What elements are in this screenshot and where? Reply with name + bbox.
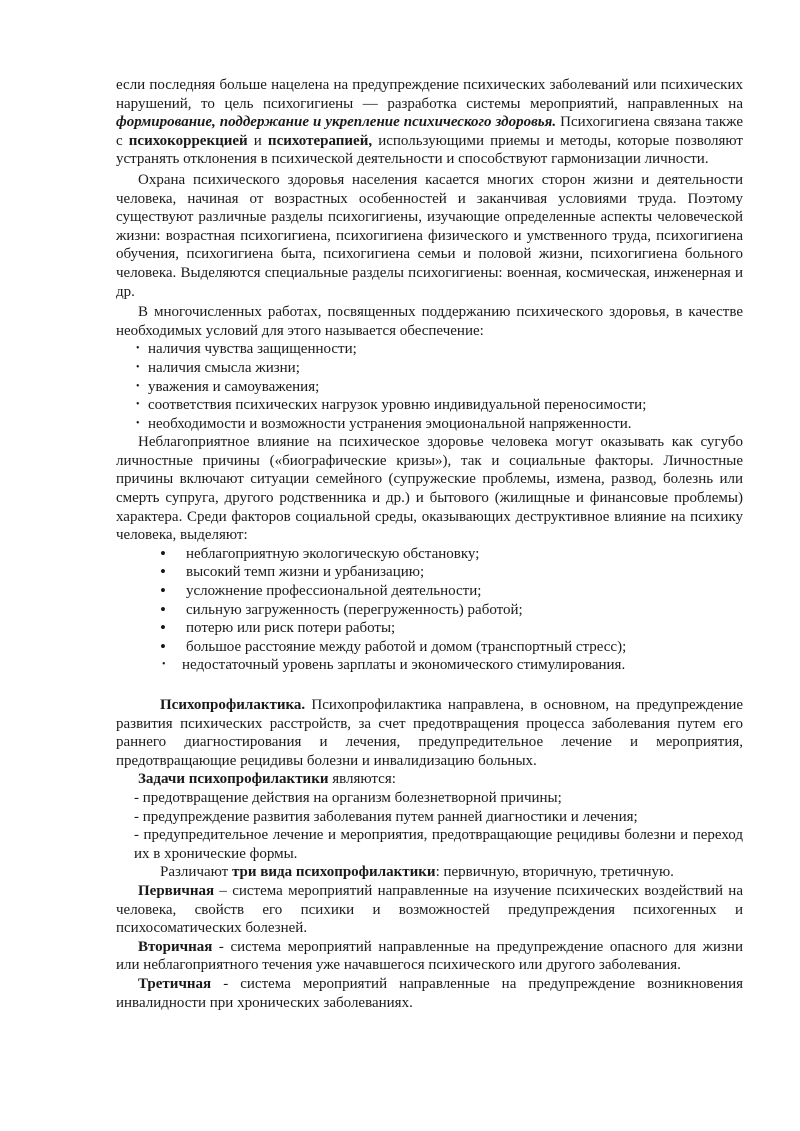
list-item: - предупреждение развития заболевания путем ранней диагностики и лечения; [134, 808, 638, 825]
list-item: • неблагоприятную экологическую обстановку; [116, 545, 743, 564]
list-item: • высокий темп жизни и урбанизацию; [116, 563, 743, 582]
paragraph-psychoprophylaxis: Психопрофилактика. Психопрофилактика направлена, в основном, на предупреждение развития психических расстройств, за счет предотвращения процесса заболевания путем его раннего диагностирования и лечения, предупредительное лечение и мероприятия, предотвращающие рецидивы болезни и инвалидизацию больных. [116, 697, 743, 769]
list-item: - предупредительное лечение и мероприятия, предотвращающие рецидивы болезни и переход их в хронические формы. [134, 827, 743, 862]
list-item: • уважения и самоуважения; [116, 378, 743, 397]
tasks-list [116, 789, 743, 863]
term-tertiary: Третичная [138, 975, 212, 992]
list-item: • наличия смысла жизни; [116, 359, 743, 378]
list-item: • соответствия психических нагрузок уровню индивидуальной переносимости; [116, 396, 743, 415]
paragraph-secondary: Вторичная - система мероприятий направленные на предупреждение опасного для жизни или неблагоприятного течения уже начавшегося психического или другого заболевания. [116, 938, 743, 974]
paragraph-psychohygiene-goal: если последняя больше нацелена на предупреждение психических заболеваний или психических нарушений, то цель психогигиены — разработка системы мероприятий, направленных на формирование, поддержание и укрепление психического здоровья. Психогигиена связана также с психокоррекцией и психотерапией, использующими приемы и методы, которые позволяют устранять отклонения в психической деятельности и способствуют гармонизации личности. [116, 77, 743, 168]
term-psychotherapy: психотерапией, [267, 132, 373, 149]
list-item: • потерю или риск потери работы; [116, 619, 743, 638]
conditions-list [116, 340, 743, 433]
list-item: • сильную загруженность (перегруженность) работой; [116, 601, 743, 620]
term-secondary: Вторичная [138, 938, 213, 955]
term-psychocorrection: психокоррекцией [128, 132, 248, 149]
paragraph-unfavorable-influence: Неблагоприятное влияние на психическое здоровье человека могут оказывать как сугубо личностные причины («биографические кризы»), так и социальные факторы. Личностные причины включают ситуации семейного (супружеские проблемы, измена, развод, болезнь или смерть супруга, другого родственника и др.) и бытового (жилищные и финансовые проблемы) характера. Среди факторов социальной среды, оказывающих деструктивное влияние на психику человека, выделяют: [116, 434, 743, 544]
list-item: • усложнение профессиональной деятельности; [116, 582, 743, 601]
list-item: • необходимости и возможности устранения эмоциональной напряженности. [116, 415, 743, 434]
paragraph-primary: Первичная – система мероприятий направленные на изучение психических воздействий на человека, свойств его психики и возможностей предупреждения психогенных и психосоматических болезней. [116, 882, 743, 937]
social-factors-list [116, 545, 743, 675]
paragraph-mental-health-protection: Охрана психического здоровья населения касается многих сторон жизни и деятельности человека, начиная от возрастных особенностей и заканчивая условиями труда. Поэтому существуют различные разделы психогигиены, изучающие определенные аспекты человеческой жизни: возрастная психогигиена, психогигиена физического и умственного труда, психогигиена обучения, психогигиена быта, психогигиена семьи и половой жизни, психогигиена больного человека. Выделяются специальные разделы психогигиены: военная, космическая, инженерная и др. [116, 171, 743, 300]
list-item: • большое расстояние между работой и домом (транспортный стресс); [116, 638, 743, 657]
paragraph-tertiary: Третичная - система мероприятий направленные на предупреждение возникновения инвалидности при хронических заболеваниях. [116, 975, 743, 1011]
list-item: - предотвращение действия на организм болезнетворной причины; [134, 789, 562, 806]
term-primary: Первичная [138, 882, 215, 899]
section-heading: Психопрофилактика. [160, 697, 306, 713]
list-item: • наличия чувства защищенности; [116, 340, 743, 359]
list-item: • недостаточный уровень зарплаты и экономического стимулирования. [116, 656, 743, 675]
paragraph-three-types: Различают три вида психопрофилактики: первичную, вторичную, третичную. [160, 864, 674, 881]
paragraph-conditions-intro: В многочисленных работах, посвященных поддержанию психического здоровья, в качестве необходимых условий для этого называется обеспечение: [116, 304, 743, 339]
emphasis-mental-health: формирование, поддержание и укрепление психического здоровья. [116, 114, 557, 131]
tasks-heading: Задачи психопрофилактики являются: [138, 771, 396, 788]
